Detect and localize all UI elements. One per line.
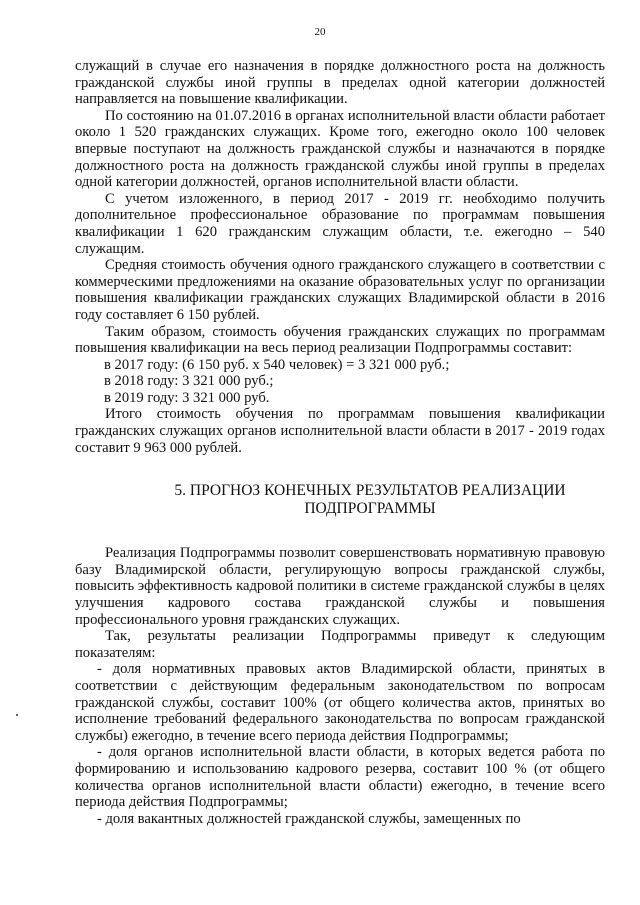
paragraph-indicators-intro: Так, результаты реализации Подпрограммы приведут к следующим показателям:: [75, 628, 605, 661]
document-body: [75, 58, 605, 827]
indicator-item: - доля органов исполнительной власти области, в которых ведется работа по формированию и использованию кадрового резерва, составит 100 % (от общего количества органов исполнительной власти области) ежегодно, в течение всего периода действия Подпрограммы;: [75, 744, 605, 811]
page-number: 20: [314, 26, 326, 38]
paragraph-continuation: служащий в случае его назначения в порядке должностного роста на должность гражданской службы иной группы в пределах одной категории должностей направляется на повышение квалификации.: [75, 58, 605, 108]
indicator-item: - доля вакантных должностей гражданской службы, замещенных по: [97, 810, 521, 827]
scan-speck: [16, 714, 18, 716]
calculation-2019: в 2019 году: 3 321 000 руб.: [104, 389, 270, 406]
paragraph-average-cost: Средняя стоимость обучения одного гражданского служащего в соответствии с коммерческими предложениями на оказание образовательных услуг по организации повышения квалификации гражданских служащих Владимирской области в 2016 году составляет 6 150 рублей.: [75, 257, 605, 323]
calculation-2018: в 2018 году: 3 321 000 руб.;: [104, 373, 274, 390]
indicator-item: - доля нормативных правовых актов Владимирской области, принятых в соответствии с действующим федеральным законодательством по вопросам гражданской службы, составит 100% (от общего количества актов, принятых во исполнение требований федерального законодательства по вопросам гражданской службы) ежегодно, в течение всего периода действия Подпрограммы;: [75, 661, 605, 744]
paragraph-training-need: С учетом изложенного, в период 2017 - 2019 гг. необходимо получить дополнительное профессиональное образование по программам повышения квалификации 1 620 гражданским служащим области, т.е. ежегодно – 540 служащим.: [75, 190, 605, 257]
paragraph-staff-count: По состоянию на 01.07.2016 в органах исполнительной власти области работает около 1 520 гражданских служащих. Кроме того, ежегодно около 100 человек впервые поступают на должность гражданской службы и назначаются в порядке должностного роста на должность гражданской службы иной группы в пределах одной категории должностей, органов исполнительной власти области.: [75, 107, 605, 191]
paragraph-outcomes: Реализация Подпрограммы позволит совершенствовать нормативную правовую базу Владимирской области, регулирующую вопросы гражданской службы, повысить эффективность кадровой политики в системе гражданской службы в целях улучшения кадрового состава гражданской службы и повышения профессионального уровня гражданских служащих.: [75, 545, 605, 628]
paragraph-total-cost: Итого стоимость обучения по программам повышения квалификации гражданских служащих органов исполнительной власти области в 2017 - 2019 годах составит 9 963 000 рублей.: [75, 406, 605, 456]
section-heading: 5. ПРОГНОЗ КОНЕЧНЫХ РЕЗУЛЬТАТОВ РЕАЛИЗАЦИИ ПОДПРОГРАММЫ: [174, 482, 566, 518]
paragraph-total-intro: Таким образом, стоимость обучения гражданских служащих по программам повышения квалификации на весь период реализации Подпрограммы составит:: [75, 323, 605, 357]
calculation-2017: в 2017 году: (6 150 руб. х 540 человек) = 3 321 000 руб.;: [104, 356, 450, 373]
